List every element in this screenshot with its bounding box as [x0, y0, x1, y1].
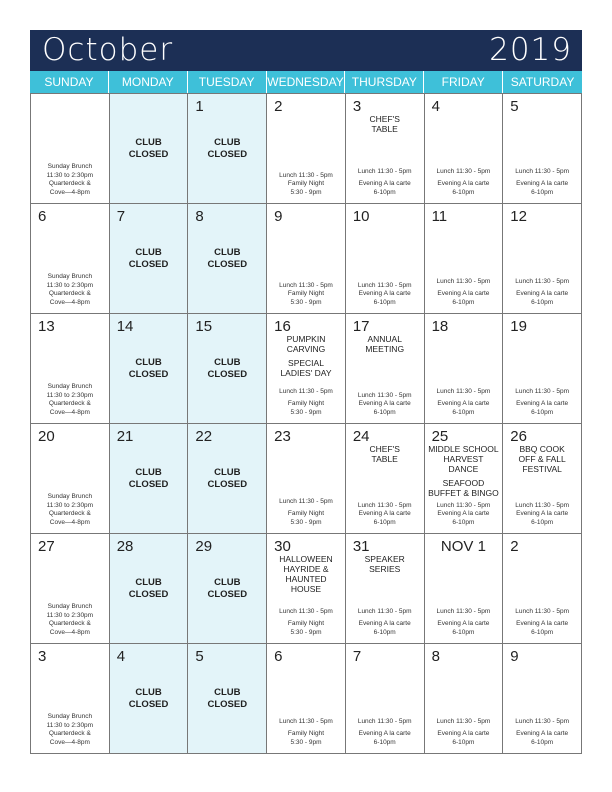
event-title: PUMPKIN CARVING SPECIAL LADIES' DAY	[280, 334, 332, 378]
calendar-day-cell	[425, 314, 504, 424]
calendar-day-cell	[110, 314, 189, 424]
day-number: 19	[510, 318, 527, 335]
day-number: 6	[38, 208, 47, 225]
hours-info: Lunch 11:30 - 5pm Family Night 5:30 - 9pm	[279, 281, 333, 306]
calendar-day-cell	[31, 94, 110, 204]
day-number: 25	[431, 428, 449, 445]
weekday-label: MONDAY	[109, 71, 188, 93]
hours-info: Lunch 11:30 - 5pm Family Night 5:30 - 9pm	[279, 607, 333, 636]
hours-info: Lunch 11:30 - 5pm Evening A la carte 6-10pm	[357, 717, 412, 746]
club-closed-label: CLUB CLOSED	[128, 467, 169, 490]
event-title: HALLOWEEN HAYRIDE & HAUNTED HOUSE	[279, 554, 333, 594]
calendar-day-cell	[267, 644, 346, 754]
calendar-day-cell	[188, 314, 267, 424]
calendar-day-cell	[188, 94, 267, 204]
day-number: 3	[352, 98, 362, 115]
event-title: MIDDLE SCHOOL HARVEST DANCE SEAFOOD BUFFET & BINGO	[428, 444, 499, 498]
hours-info: Sunday Brunch 11:30 to 2:30pm Quarterdeck & Cove—4-8pm	[46, 713, 94, 746]
day-number: 9	[274, 208, 283, 225]
day-number: 4	[431, 98, 440, 115]
calendar-day-cell	[425, 644, 504, 754]
club-closed-label: CLUB CLOSED	[207, 467, 248, 490]
event-title: SPEAKER SERIES	[364, 554, 405, 574]
hours-info: Lunch 11:30 - 5pm Evening A la carte 6-10pm	[436, 717, 491, 746]
hours-info: Lunch 11:30 - 5pm Evening A la carte 6-10pm	[515, 277, 569, 306]
day-number: 2	[510, 538, 519, 555]
calendar-day-cell	[188, 534, 267, 644]
hours-info: Lunch 11:30 - 5pm Evening A la carte 6-10pm	[436, 277, 491, 306]
hours-info: Sunday Brunch 11:30 to 2:30pm Quarterdeck & Cove—4-8pm	[46, 383, 94, 416]
calendar-day-cell	[110, 94, 189, 204]
calendar-day-cell	[425, 204, 504, 314]
calendar-day-cell	[503, 204, 582, 314]
calendar-day-cell	[31, 534, 110, 644]
day-number: 17	[352, 318, 370, 335]
club-closed-label: CLUB CLOSED	[128, 357, 169, 380]
day-number: 7	[116, 208, 126, 225]
calendar-day-cell	[31, 644, 110, 754]
day-number: 4	[116, 648, 126, 665]
day-number: 9	[510, 648, 519, 665]
event-title: BBQ COOK OFF & FALL FESTIVAL	[518, 444, 566, 474]
calendar-day-cell	[110, 204, 189, 314]
hours-info: Lunch 11:30 - 5pm Family Night 5:30 - 9pm	[279, 497, 333, 526]
calendar-day-cell	[267, 204, 346, 314]
day-number: 31	[352, 538, 370, 555]
day-number: 21	[116, 428, 134, 445]
day-number: 8	[431, 648, 440, 665]
day-number: 8	[195, 208, 204, 225]
hours-info: Sunday Brunch 11:30 to 2:30pm Quarterdeck & Cove—4-8pm	[46, 493, 94, 526]
club-closed-label: CLUB CLOSED	[207, 137, 248, 160]
calendar-day-cell	[31, 314, 110, 424]
club-closed-label: CLUB CLOSED	[207, 357, 248, 380]
hours-info: Lunch 11:30 - 5pm Evening A la carte 6-10pm	[357, 391, 412, 416]
calendar-day-cell	[31, 204, 110, 314]
calendar-day-cell	[110, 424, 189, 534]
hours-info: Sunday Brunch 11:30 to 2:30pm Quarterdeck & Cove—4-8pm	[46, 163, 94, 196]
day-number: 7	[352, 648, 362, 665]
calendar-day-cell	[346, 204, 425, 314]
calendar-day-cell	[267, 534, 346, 644]
month-title: October	[42, 32, 174, 68]
weekday-label: TUESDAY	[188, 71, 267, 93]
hours-info: Sunday Brunch 11:30 to 2:30pm Quarterdeck & Cove—4-8pm	[46, 273, 94, 306]
hours-info: Lunch 11:30 - 5pm Evening A la carte 6-10pm	[436, 607, 491, 636]
calendar-day-cell	[346, 94, 425, 204]
day-number: 14	[116, 318, 134, 335]
calendar-day-cell	[503, 534, 582, 644]
day-number: 15	[195, 318, 213, 335]
day-number: 1	[195, 98, 204, 115]
day-number: 24	[352, 428, 370, 445]
weekday-label: FRIDAY	[424, 71, 503, 93]
hours-info: Lunch 11:30 - 5pm Evening A la carte 6-10pm	[515, 607, 569, 636]
weekday-label: THURSDAY	[345, 71, 424, 93]
hours-info: Lunch 11:30 - 5pm Evening A la carte 6-10pm	[357, 501, 412, 526]
calendar-day-cell	[346, 314, 425, 424]
calendar-day-cell	[425, 534, 504, 644]
calendar-day-cell	[110, 534, 189, 644]
hours-info: Lunch 11:30 - 5pm Evening A la carte 6-10pm	[515, 387, 569, 416]
calendar-day-cell	[346, 534, 425, 644]
weekday-label: WEDNESDAY	[267, 71, 346, 93]
club-closed-label: CLUB CLOSED	[128, 687, 169, 710]
year-title: 2019	[489, 32, 572, 68]
day-number: 22	[195, 428, 213, 445]
day-number: 30	[274, 538, 291, 555]
calendar-day-cell	[346, 644, 425, 754]
calendar-day-cell	[267, 424, 346, 534]
day-number: 23	[274, 428, 291, 445]
hours-info: Lunch 11:30 - 5pm Family Night 5:30 - 9pm	[279, 717, 333, 746]
club-closed-label: CLUB CLOSED	[128, 247, 169, 270]
club-closed-label: CLUB CLOSED	[207, 577, 248, 600]
calendar-header	[30, 30, 582, 71]
day-number: 3	[38, 648, 47, 665]
event-title: CHEF'S TABLE	[369, 444, 400, 464]
calendar-day-cell	[503, 94, 582, 204]
hours-info: Lunch 11:30 - 5pm Evening A la carte 6-10pm	[515, 167, 569, 196]
day-number: 27	[38, 538, 55, 555]
hours-info: Lunch 11:30 - 5pm Evening A la carte 6-10pm	[515, 717, 569, 746]
hours-info: Lunch 11:30 - 5pm Evening A la carte 6-10pm	[357, 281, 412, 306]
calendar-day-cell	[267, 314, 346, 424]
day-number: 29	[195, 538, 213, 555]
day-number: 13	[38, 318, 55, 335]
club-closed-label: CLUB CLOSED	[207, 247, 248, 270]
day-number: 11	[431, 208, 448, 225]
calendar-day-cell	[110, 644, 189, 754]
calendar-day-cell	[503, 314, 582, 424]
hours-info: Lunch 11:30 - 5pm Evening A la carte 6-10pm	[436, 387, 491, 416]
hours-info: Lunch 11:30 - 5pm Evening A la carte 6-10pm	[436, 167, 491, 196]
calendar-grid	[30, 93, 582, 754]
calendar-day-cell	[31, 424, 110, 534]
club-closed-label: CLUB CLOSED	[207, 687, 248, 710]
calendar-day-cell	[425, 424, 504, 534]
day-number: 6	[274, 648, 283, 665]
calendar-day-cell	[503, 644, 582, 754]
hours-info: Lunch 11:30 - 5pm Family Night 5:30 - 9pm	[279, 171, 333, 196]
day-number: 12	[510, 208, 527, 225]
calendar-day-cell	[188, 204, 267, 314]
event-title: CHEF'S TABLE	[369, 114, 400, 134]
club-closed-label: CLUB CLOSED	[128, 137, 169, 160]
calendar-day-cell	[503, 424, 582, 534]
hours-info: Lunch 11:30 - 5pm Family Night 5:30 - 9pm	[279, 387, 333, 416]
club-closed-label: CLUB CLOSED	[128, 577, 169, 600]
day-number: 10	[352, 208, 370, 225]
hours-info: Lunch 11:30 - 5pm Evening A la carte 6-10pm	[357, 167, 412, 196]
calendar-day-cell	[188, 424, 267, 534]
day-number: 16	[274, 318, 291, 335]
day-number: NOV 1	[440, 538, 486, 555]
weekday-header-row	[30, 71, 582, 93]
calendar-day-cell	[267, 94, 346, 204]
hours-info: Sunday Brunch 11:30 to 2:30pm Quarterdeck & Cove—4-8pm	[46, 603, 94, 636]
calendar-day-cell	[346, 424, 425, 534]
day-number: 18	[431, 318, 449, 335]
hours-info: Lunch 11:30 - 5pm Evening A la carte 6-10pm	[357, 607, 412, 636]
hours-info: Lunch 11:30 - 5pm Evening A la carte 6-10pm	[515, 501, 569, 526]
weekday-label: SUNDAY	[30, 71, 109, 93]
day-number: 2	[274, 98, 283, 115]
hours-info: Lunch 11:30 - 5pm Evening A la carte 6-10pm	[436, 501, 491, 526]
day-number: 20	[38, 428, 55, 445]
day-number: 28	[116, 538, 134, 555]
day-number: 5	[195, 648, 204, 665]
day-number: 5	[510, 98, 519, 115]
event-title: ANNUAL MEETING	[365, 334, 405, 354]
calendar-day-cell	[188, 644, 267, 754]
calendar-day-cell	[425, 94, 504, 204]
weekday-label: SATURDAY	[510, 75, 575, 89]
day-number: 26	[510, 428, 527, 445]
